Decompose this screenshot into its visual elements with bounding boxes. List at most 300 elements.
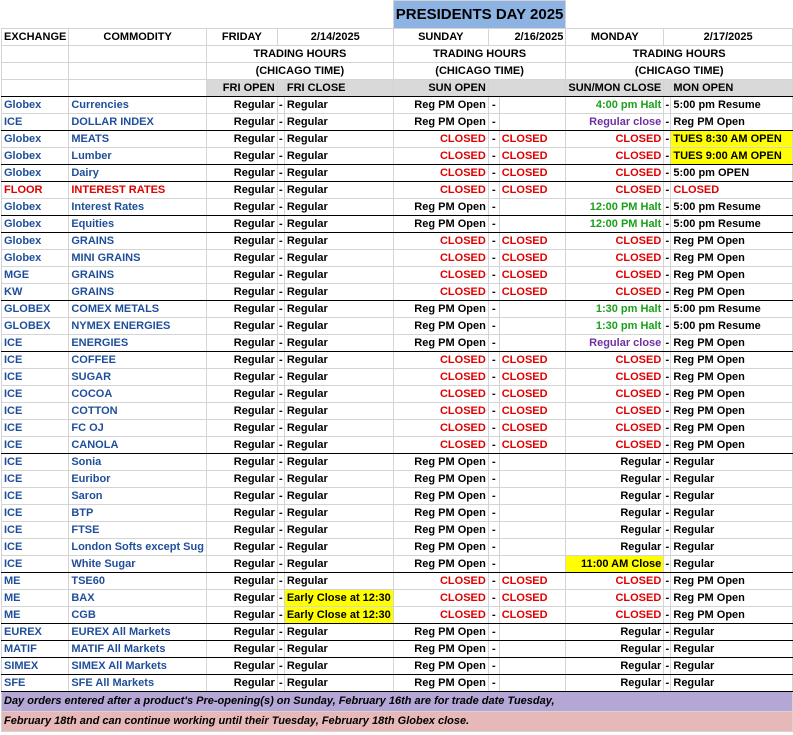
table-row <box>2 522 793 539</box>
mon-close-cell: CLOSED <box>566 250 664 267</box>
sun-close-cell <box>499 199 566 216</box>
dash: - <box>488 454 499 471</box>
exchange-cell: Globex <box>2 165 69 182</box>
dash: - <box>277 607 284 624</box>
table-row <box>2 437 793 454</box>
fri-close-cell: Regular <box>284 250 393 267</box>
mon-close-cell: Regular <box>566 505 664 522</box>
note-line-2: February 18th and can continue working until their Tuesday, February 18th Globex close. <box>2 712 793 732</box>
table-row <box>2 658 793 675</box>
dash: - <box>277 216 284 233</box>
sun-close-cell <box>499 505 566 522</box>
fri-open-cell: Regular <box>206 301 277 318</box>
fri-chicago-time: (CHICAGO TIME) <box>206 63 393 80</box>
dash: - <box>277 267 284 284</box>
dash: - <box>488 267 499 284</box>
dash: - <box>664 216 671 233</box>
sun-close-cell: CLOSED <box>499 607 566 624</box>
dash: - <box>664 114 671 131</box>
fri-close-cell: Regular <box>284 641 393 658</box>
commodity-cell: GRAINS <box>69 233 207 250</box>
fri-open-cell: Regular <box>206 352 277 369</box>
commodity-cell: TSE60 <box>69 573 207 590</box>
fri-close-cell: Regular <box>284 471 393 488</box>
fri-open-cell: Regular <box>206 148 277 165</box>
commodity-cell: INTEREST RATES <box>69 182 207 199</box>
fri-open-cell: Regular <box>206 573 277 590</box>
header-monday: MONDAY <box>566 29 664 46</box>
dash: - <box>277 539 284 556</box>
sun-open-cell: CLOSED <box>393 607 488 624</box>
sun-open-cell: Reg PM Open <box>393 335 488 352</box>
fri-open-cell: Regular <box>206 522 277 539</box>
header-fri-open: FRI OPEN <box>206 80 277 97</box>
header-row-chicago-time <box>2 63 793 80</box>
exchange-cell: SFE <box>2 675 69 692</box>
dash: - <box>488 573 499 590</box>
commodity-cell: SUGAR <box>69 369 207 386</box>
commodity-cell: Lumber <box>69 148 207 165</box>
commodity-cell: BTP <box>69 505 207 522</box>
sun-close-cell: CLOSED <box>499 165 566 182</box>
table-row <box>2 284 793 301</box>
mon-open-cell: Reg PM Open <box>671 352 793 369</box>
commodity-cell: Dairy <box>69 165 207 182</box>
commodity-cell: SIMEX All Markets <box>69 658 207 675</box>
exchange-cell: Globex <box>2 199 69 216</box>
sun-close-cell: CLOSED <box>499 267 566 284</box>
dash: - <box>664 675 671 692</box>
fri-open-cell: Regular <box>206 488 277 505</box>
mon-open-cell: Reg PM Open <box>671 573 793 590</box>
fri-close-cell: Regular <box>284 386 393 403</box>
mon-open-cell: Reg PM Open <box>671 437 793 454</box>
mon-close-cell: CLOSED <box>566 386 664 403</box>
exchange-cell: ICE <box>2 420 69 437</box>
title-row <box>2 1 793 29</box>
dash: - <box>488 505 499 522</box>
fri-open-cell: Regular <box>206 471 277 488</box>
fri-open-cell: Regular <box>206 658 277 675</box>
dash: - <box>277 233 284 250</box>
fri-open-cell: Regular <box>206 403 277 420</box>
fri-open-cell: Regular <box>206 182 277 199</box>
sun-close-cell <box>499 539 566 556</box>
sun-open-cell: Reg PM Open <box>393 624 488 641</box>
dash: - <box>664 352 671 369</box>
table-row <box>2 335 793 352</box>
mon-close-cell: CLOSED <box>566 573 664 590</box>
fri-open-cell: Regular <box>206 369 277 386</box>
mon-open-cell: 5:00 pm Resume <box>671 301 793 318</box>
commodity-cell: Saron <box>69 488 207 505</box>
table-row <box>2 267 793 284</box>
dash: - <box>277 352 284 369</box>
sun-open-cell: Reg PM Open <box>393 199 488 216</box>
table-row <box>2 216 793 233</box>
sun-open-cell: Reg PM Open <box>393 539 488 556</box>
mon-open-cell: 5:00 pm Resume <box>671 199 793 216</box>
mon-close-cell: Regular <box>566 539 664 556</box>
dash: - <box>488 335 499 352</box>
dash: - <box>277 454 284 471</box>
exchange-cell: EUREX <box>2 624 69 641</box>
exchange-cell: ME <box>2 607 69 624</box>
mon-close-cell: CLOSED <box>566 437 664 454</box>
mon-close-cell: CLOSED <box>566 420 664 437</box>
commodity-cell: Interest Rates <box>69 199 207 216</box>
dash: - <box>664 522 671 539</box>
dash: - <box>664 386 671 403</box>
commodity-cell: DOLLAR INDEX <box>69 114 207 131</box>
mon-close-cell: Regular <box>566 471 664 488</box>
header-fri-close: FRI CLOSE <box>284 80 393 97</box>
dash: - <box>277 97 284 114</box>
mon-open-cell: Regular <box>671 641 793 658</box>
mon-close-cell: CLOSED <box>566 403 664 420</box>
commodity-cell: MINI GRAINS <box>69 250 207 267</box>
exchange-cell: ICE <box>2 437 69 454</box>
mon-close-cell: Regular close <box>566 114 664 131</box>
fri-close-cell: Regular <box>284 199 393 216</box>
mon-open-cell: Regular <box>671 454 793 471</box>
dash: - <box>277 335 284 352</box>
sun-open-cell: CLOSED <box>393 590 488 607</box>
fri-close-cell: Regular <box>284 148 393 165</box>
exchange-cell: MATIF <box>2 641 69 658</box>
dash: - <box>488 250 499 267</box>
sun-close-cell <box>499 624 566 641</box>
commodity-cell: GRAINS <box>69 267 207 284</box>
commodity-cell: CGB <box>69 607 207 624</box>
commodity-cell: Sonia <box>69 454 207 471</box>
mon-close-cell: CLOSED <box>566 369 664 386</box>
table-row <box>2 573 793 590</box>
exchange-cell: Globex <box>2 131 69 148</box>
dash: - <box>664 454 671 471</box>
dash: - <box>664 403 671 420</box>
dash: - <box>277 114 284 131</box>
dash: - <box>664 369 671 386</box>
mon-open-cell: Regular <box>671 471 793 488</box>
fri-close-cell: Regular <box>284 573 393 590</box>
dash: - <box>488 369 499 386</box>
mon-close-cell: CLOSED <box>566 267 664 284</box>
sun-close-cell: CLOSED <box>499 352 566 369</box>
mon-close-cell: 12:00 PM Halt <box>566 199 664 216</box>
dash: - <box>664 165 671 182</box>
exchange-cell: ICE <box>2 556 69 573</box>
mon-close-cell: 11:00 AM Close <box>566 556 664 573</box>
exchange-cell: ICE <box>2 522 69 539</box>
fri-open-cell: Regular <box>206 607 277 624</box>
sun-open-cell: CLOSED <box>393 403 488 420</box>
dash: - <box>277 658 284 675</box>
commodity-cell: GRAINS <box>69 284 207 301</box>
sun-close-cell <box>499 522 566 539</box>
fri-close-cell: Regular <box>284 335 393 352</box>
table-row <box>2 675 793 692</box>
commodity-cell: Equities <box>69 216 207 233</box>
sun-open-cell: Reg PM Open <box>393 658 488 675</box>
sun-open-cell: CLOSED <box>393 352 488 369</box>
dash: - <box>488 658 499 675</box>
fri-close-cell: Regular <box>284 284 393 301</box>
exchange-cell: KW <box>2 284 69 301</box>
sun-open-cell: Reg PM Open <box>393 675 488 692</box>
dash: - <box>488 131 499 148</box>
dash: - <box>488 114 499 131</box>
commodity-cell: COCOA <box>69 386 207 403</box>
commodity-cell: EUREX All Markets <box>69 624 207 641</box>
mon-close-cell: CLOSED <box>566 607 664 624</box>
dash: - <box>488 488 499 505</box>
dash: - <box>277 318 284 335</box>
exchange-cell: Globex <box>2 97 69 114</box>
dash: - <box>488 97 499 114</box>
fri-close-cell: Regular <box>284 420 393 437</box>
exchange-cell: ICE <box>2 403 69 420</box>
sun-close-cell: CLOSED <box>499 250 566 267</box>
dash: - <box>488 182 499 199</box>
fri-open-cell: Regular <box>206 267 277 284</box>
fri-close-cell: Regular <box>284 233 393 250</box>
mon-open-cell: Reg PM Open <box>671 590 793 607</box>
mon-open-cell: Regular <box>671 539 793 556</box>
table-row <box>2 386 793 403</box>
sun-close-cell <box>499 658 566 675</box>
dash: - <box>664 318 671 335</box>
mon-open-cell: 5:00 pm Resume <box>671 216 793 233</box>
table-row <box>2 318 793 335</box>
dash: - <box>488 522 499 539</box>
fri-open-cell: Regular <box>206 505 277 522</box>
exchange-cell: Globex <box>2 250 69 267</box>
mon-open-cell: CLOSED <box>671 182 793 199</box>
sun-close-cell <box>499 114 566 131</box>
sun-close-cell: CLOSED <box>499 590 566 607</box>
dash: - <box>277 590 284 607</box>
sun-chicago-time: (CHICAGO TIME) <box>393 63 566 80</box>
mon-open-cell: Regular <box>671 675 793 692</box>
mon-open-cell: Reg PM Open <box>671 386 793 403</box>
sun-open-cell: Reg PM Open <box>393 505 488 522</box>
header-friday-date: 2/14/2025 <box>277 29 393 46</box>
fri-trading-hours: TRADING HOURS <box>206 46 393 63</box>
fri-close-cell: Regular <box>284 437 393 454</box>
sun-open-cell: Reg PM Open <box>393 641 488 658</box>
dash: - <box>488 607 499 624</box>
mon-close-cell: CLOSED <box>566 590 664 607</box>
mon-close-cell: Regular <box>566 658 664 675</box>
mon-close-cell: 1:30 pm Halt <box>566 301 664 318</box>
header-sunday-date: 2/16/2025 <box>488 29 566 46</box>
mon-close-cell: Regular <box>566 675 664 692</box>
fri-close-cell: Regular <box>284 216 393 233</box>
note-row-2 <box>2 712 793 732</box>
dash: - <box>488 165 499 182</box>
commodity-cell: NYMEX ENERGIES <box>69 318 207 335</box>
commodity-cell: COTTON <box>69 403 207 420</box>
mon-close-cell: 4:00 pm Halt <box>566 97 664 114</box>
mon-open-cell: Reg PM Open <box>671 369 793 386</box>
fri-open-cell: Regular <box>206 675 277 692</box>
table-row <box>2 114 793 131</box>
mon-close-cell: CLOSED <box>566 148 664 165</box>
header-sunday: SUNDAY <box>393 29 488 46</box>
exchange-cell: ICE <box>2 454 69 471</box>
dash: - <box>277 556 284 573</box>
exchange-cell: ICE <box>2 114 69 131</box>
mon-open-cell: Regular <box>671 658 793 675</box>
fri-close-cell: Regular <box>284 539 393 556</box>
fri-open-cell: Regular <box>206 114 277 131</box>
dash: - <box>277 165 284 182</box>
fri-close-cell: Early Close at 12:30 <box>284 590 393 607</box>
exchange-cell: Globex <box>2 148 69 165</box>
fri-open-cell: Regular <box>206 165 277 182</box>
exchange-cell: FLOOR <box>2 182 69 199</box>
fri-open-cell: Regular <box>206 641 277 658</box>
sun-open-cell: CLOSED <box>393 284 488 301</box>
mon-open-cell: Reg PM Open <box>671 420 793 437</box>
fri-open-cell: Regular <box>206 318 277 335</box>
sun-close-cell: CLOSED <box>499 420 566 437</box>
exchange-cell: ICE <box>2 369 69 386</box>
dash: - <box>664 624 671 641</box>
dash: - <box>664 335 671 352</box>
mon-close-cell: CLOSED <box>566 131 664 148</box>
exchange-cell: ICE <box>2 352 69 369</box>
table-row <box>2 590 793 607</box>
sun-open-cell: Reg PM Open <box>393 216 488 233</box>
dash: - <box>664 607 671 624</box>
sun-close-cell <box>499 318 566 335</box>
dash: - <box>664 437 671 454</box>
dash: - <box>664 420 671 437</box>
mon-close-cell: CLOSED <box>566 165 664 182</box>
fri-open-cell: Regular <box>206 250 277 267</box>
dash: - <box>277 301 284 318</box>
dash: - <box>277 148 284 165</box>
table-row <box>2 182 793 199</box>
commodity-cell: Currencies <box>69 97 207 114</box>
header-row-days <box>2 29 793 46</box>
sun-close-cell: CLOSED <box>499 437 566 454</box>
mon-open-cell: Reg PM Open <box>671 233 793 250</box>
table-row <box>2 165 793 182</box>
fri-close-cell: Regular <box>284 267 393 284</box>
header-row-trading-hours <box>2 46 793 63</box>
table-row <box>2 352 793 369</box>
fri-open-cell: Regular <box>206 590 277 607</box>
fri-open-cell: Regular <box>206 335 277 352</box>
sun-close-cell <box>499 97 566 114</box>
mon-close-cell: Regular close <box>566 335 664 352</box>
sun-open-cell: Reg PM Open <box>393 556 488 573</box>
dash: - <box>488 216 499 233</box>
mon-open-cell: Regular <box>671 624 793 641</box>
table-row <box>2 505 793 522</box>
commodity-cell: MEATS <box>69 131 207 148</box>
table-row <box>2 471 793 488</box>
table-row <box>2 148 793 165</box>
fri-open-cell: Regular <box>206 624 277 641</box>
mon-open-cell: Reg PM Open <box>671 250 793 267</box>
dash: - <box>277 131 284 148</box>
table-row <box>2 556 793 573</box>
dash: - <box>488 284 499 301</box>
table-row <box>2 97 793 114</box>
exchange-cell: GLOBEX <box>2 301 69 318</box>
sun-close-cell: CLOSED <box>499 403 566 420</box>
sun-open-cell: CLOSED <box>393 131 488 148</box>
sun-open-cell: Reg PM Open <box>393 522 488 539</box>
mon-open-cell: TUES 9:00 AM OPEN <box>671 148 793 165</box>
fri-close-cell: Early Close at 12:30 <box>284 607 393 624</box>
exchange-cell: Globex <box>2 216 69 233</box>
mon-open-cell: Regular <box>671 556 793 573</box>
dash: - <box>664 505 671 522</box>
table-row <box>2 199 793 216</box>
dash: - <box>664 233 671 250</box>
mon-open-cell: Reg PM Open <box>671 284 793 301</box>
mon-close-cell: Regular <box>566 641 664 658</box>
commodity-cell: White Sugar <box>69 556 207 573</box>
sun-close-cell: CLOSED <box>499 182 566 199</box>
fri-open-cell: Regular <box>206 97 277 114</box>
dash: - <box>277 488 284 505</box>
mon-close-cell: Regular <box>566 454 664 471</box>
dash: - <box>488 590 499 607</box>
mon-close-cell: 12:00 PM Halt <box>566 216 664 233</box>
sun-open-cell: CLOSED <box>393 573 488 590</box>
table-row <box>2 488 793 505</box>
commodity-cell: FTSE <box>69 522 207 539</box>
fri-close-cell: Regular <box>284 301 393 318</box>
note-line-1: Day orders entered after a product's Pre-opening(s) on Sunday, February 16th are for trade date Tuesday, <box>2 692 793 712</box>
fri-close-cell: Regular <box>284 114 393 131</box>
dash: - <box>277 624 284 641</box>
mon-close-cell: Regular <box>566 488 664 505</box>
sun-close-cell <box>499 454 566 471</box>
mon-trading-hours: TRADING HOURS <box>566 46 793 63</box>
fri-open-cell: Regular <box>206 216 277 233</box>
commodity-cell: SFE All Markets <box>69 675 207 692</box>
fri-close-cell: Regular <box>284 403 393 420</box>
dash: - <box>664 488 671 505</box>
fri-open-cell: Regular <box>206 284 277 301</box>
exchange-cell: ICE <box>2 505 69 522</box>
dash: - <box>664 573 671 590</box>
exchange-cell: MGE <box>2 267 69 284</box>
dash: - <box>664 148 671 165</box>
dash: - <box>488 318 499 335</box>
sun-open-cell: Reg PM Open <box>393 471 488 488</box>
fri-open-cell: Regular <box>206 199 277 216</box>
commodity-cell: COMEX METALS <box>69 301 207 318</box>
dash: - <box>277 641 284 658</box>
dash: - <box>277 420 284 437</box>
exchange-cell: ICE <box>2 335 69 352</box>
fri-close-cell: Regular <box>284 165 393 182</box>
dash: - <box>664 590 671 607</box>
sun-open-cell: Reg PM Open <box>393 454 488 471</box>
sun-open-cell: CLOSED <box>393 386 488 403</box>
fri-close-cell: Regular <box>284 454 393 471</box>
fri-close-cell: Regular <box>284 131 393 148</box>
dash: - <box>664 301 671 318</box>
